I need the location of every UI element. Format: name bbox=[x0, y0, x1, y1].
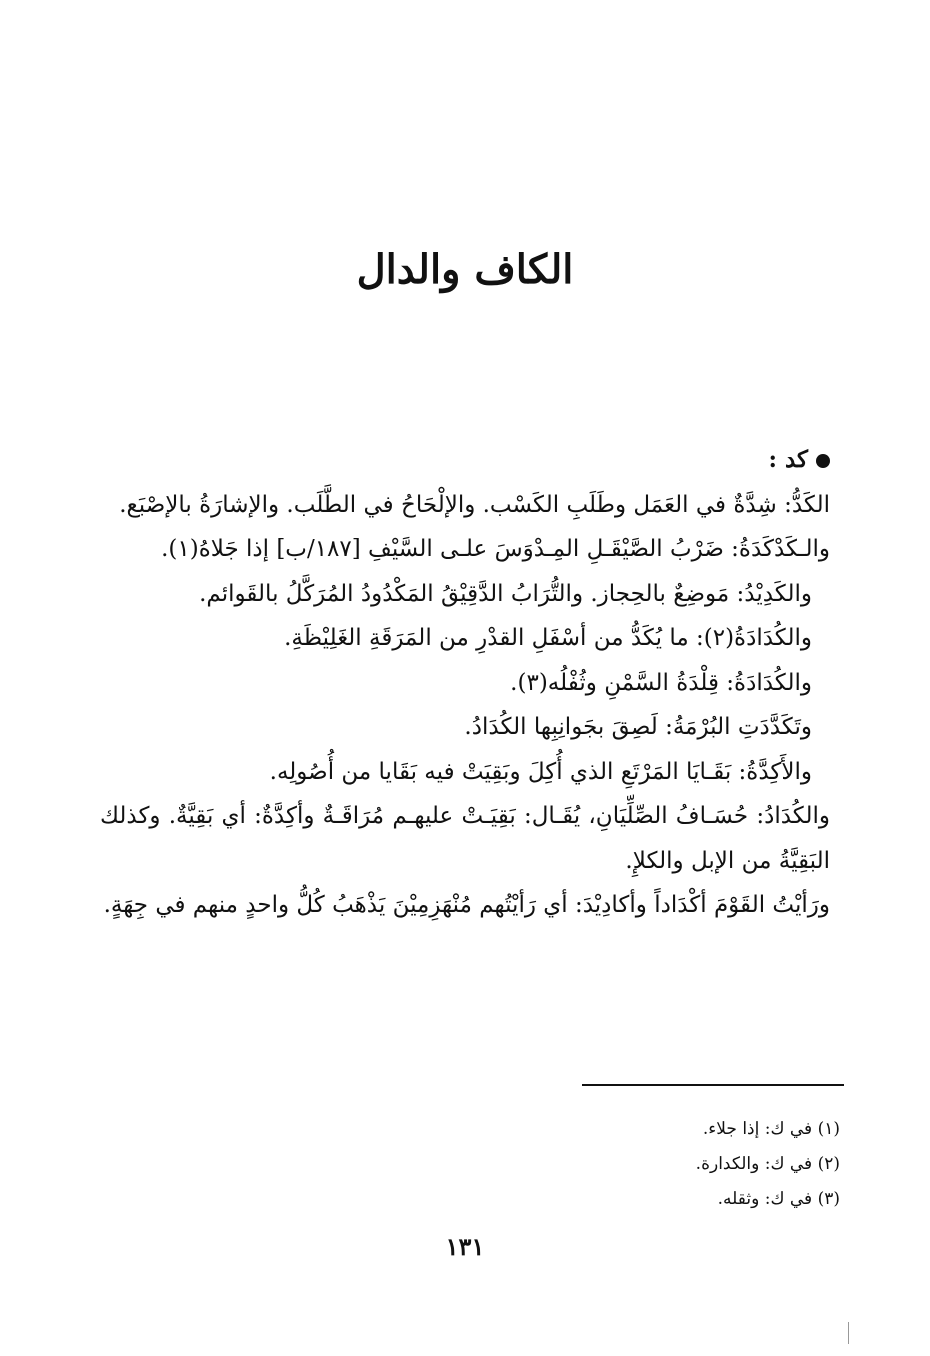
bullet-icon bbox=[816, 454, 830, 468]
page-number: ١٣١ bbox=[445, 1232, 485, 1261]
paragraph-3: والكَدِيْدُ: مَوضِعٌ بالحِجاز. والتُّرَابُ الدَّقِيْقُ المَكْدُودُ المُرَكَّلُ بالقَوائم. bbox=[199, 580, 812, 607]
paragraph-6: وتَكَدَّدَتِ البُرْمَةُ: لَصِقَ بجَوانِبِها الكُدَادُ. bbox=[464, 714, 812, 740]
entry-heading bbox=[100, 438, 830, 483]
paragraph-2: والـكَدْكَدَةُ: ضَرْبُ الصَّيْقَـلِ المِـدْوَسَ علـى السَّيْفِ [١٨٧/ب] إذا جَلاهُ(١). bbox=[161, 536, 830, 562]
paragraph-8: والكُدَادُ: حُسَـافُ الصِّلِّيَانِ، يُقَـال: بَقِيَـتْ عليهـم مُرَاقَـةٌ وأكِدَّةٌ: أي بَقِيَّةٌ. وكذلك البَقِيَّةُ من الإبل والكلإِ. bbox=[100, 803, 830, 874]
margin-mark bbox=[848, 1322, 849, 1344]
footnote-3: (٣) في ك: وثقله. bbox=[717, 1189, 840, 1209]
paragraph-5: والكُدَادَةُ: قِلْدَةُ السَّمْنِ وثُفْلُه(٣). bbox=[510, 669, 812, 696]
chapter-title: الكاف والدال bbox=[356, 246, 574, 293]
footnote-1: (١) في ك: إذا جلاء. bbox=[702, 1119, 840, 1139]
paragraph-9: ورَأيْتُ القَوْمَ أكْدَاداً وأكادِيْدَ: أي رَأيْتُهم مُنْهَزِمِيْنَ يَذْهَبُ كُلُّ واحدٍ منهم في جِهَةٍ. bbox=[103, 892, 830, 918]
footnotes bbox=[440, 1112, 840, 1217]
paragraph-4: والكُدَادَةُ(٢): ما يُكَدُّ من أسْفَلِ القدْرِ من المَرَقَةِ الغَلِيْظَةِ. bbox=[284, 625, 812, 651]
footnote-divider bbox=[582, 1084, 844, 1086]
footnote-2: (٢) في ك: والكدارة. bbox=[695, 1154, 840, 1174]
paragraph-1: الكَدُّ: شِدَّةٌ في العَمَل وطَلَبِ الكَسْب. والإلْحَاحُ في الطَّلَب. والإشارَةُ بالإصْبَع. bbox=[119, 491, 830, 518]
entry-heading-label: كد : bbox=[768, 446, 808, 473]
paragraph-7: والأَكِدَّةُ: بَقَـايَا المَرْتَعِ الذي أُكِلَ وبَقِيَتْ فيه بَقَايا من أُصُولِه. bbox=[269, 758, 812, 785]
dictionary-entry bbox=[100, 438, 830, 928]
